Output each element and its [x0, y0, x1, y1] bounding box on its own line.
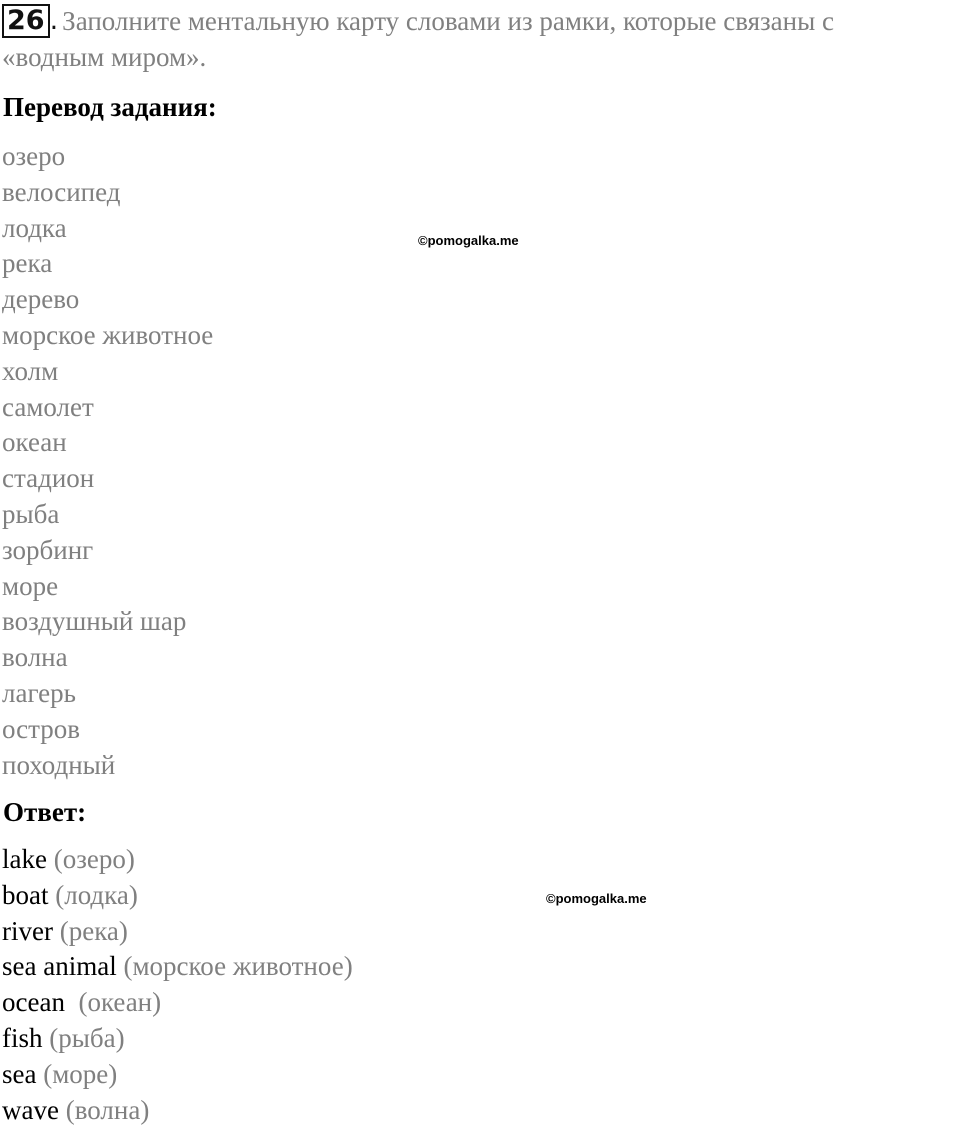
answer-russian: (океан)	[78, 987, 162, 1018]
answer-english: boat	[2, 879, 49, 910]
list-item: холм	[2, 355, 59, 386]
list-item: озеро	[2, 141, 66, 171]
task-instruction-line-1: Заполните ментальную карту словами из рамки, которые связаны с	[62, 6, 834, 36]
answer-english: ocean	[2, 987, 72, 1018]
task-number-box: 26	[2, 4, 50, 38]
answer-list	[2, 842, 353, 1128]
translation-heading: Перевод задания:	[3, 92, 217, 122]
answer-russian: (морское животное)	[123, 951, 353, 982]
answer-english: lake	[2, 844, 47, 874]
answer-english: fish	[2, 1022, 43, 1053]
list-item: волна	[2, 642, 68, 673]
task-instruction-line-2: «водным миром».	[2, 42, 207, 72]
list-item: воздушный шар	[2, 606, 187, 637]
answer-english: river	[2, 915, 53, 946]
list-item: дерево	[2, 284, 80, 315]
list-item: океан	[2, 427, 67, 458]
answer-russian: (рыба)	[49, 1022, 125, 1053]
answer-russian: (река)	[59, 915, 128, 946]
list-item: морское животное	[2, 319, 214, 350]
answer-russian: (лодка)	[55, 879, 138, 910]
answer-russian: (волна)	[65, 1094, 150, 1125]
answer-english: wave	[2, 1094, 59, 1125]
answer-item	[2, 985, 353, 1021]
list-item: река	[2, 248, 53, 279]
answer-heading: Ответ:	[3, 797, 87, 827]
list-item: походный	[2, 749, 116, 780]
task-header	[0, 4, 960, 38]
list-item: велосипед	[2, 176, 121, 207]
answer-item	[2, 1021, 353, 1057]
answer-item	[2, 842, 353, 878]
list-item: зорбинг	[2, 534, 94, 565]
answer-item	[2, 1057, 353, 1093]
answer-english: sea animal	[2, 951, 117, 982]
list-item: лагерь	[2, 677, 76, 708]
watermark: ©pomogalka.me	[546, 891, 647, 906]
list-item: рыба	[2, 498, 60, 529]
answer-russian: (море)	[43, 1058, 118, 1089]
watermark: ©pomogalka.me	[418, 233, 519, 248]
list-item: остров	[2, 713, 81, 744]
word-list	[2, 139, 213, 783]
answer-item	[2, 949, 353, 985]
answer-russian: (озеро)	[53, 844, 135, 874]
list-item: лодка	[2, 212, 67, 243]
list-item: самолет	[2, 391, 94, 422]
answer-item	[2, 878, 353, 914]
list-item: стадион	[2, 463, 95, 494]
answer-item	[2, 914, 353, 950]
answer-english: sea	[2, 1058, 37, 1089]
answer-item	[2, 1093, 353, 1129]
task-number-dot: .	[49, 5, 59, 36]
list-item: море	[2, 570, 59, 601]
